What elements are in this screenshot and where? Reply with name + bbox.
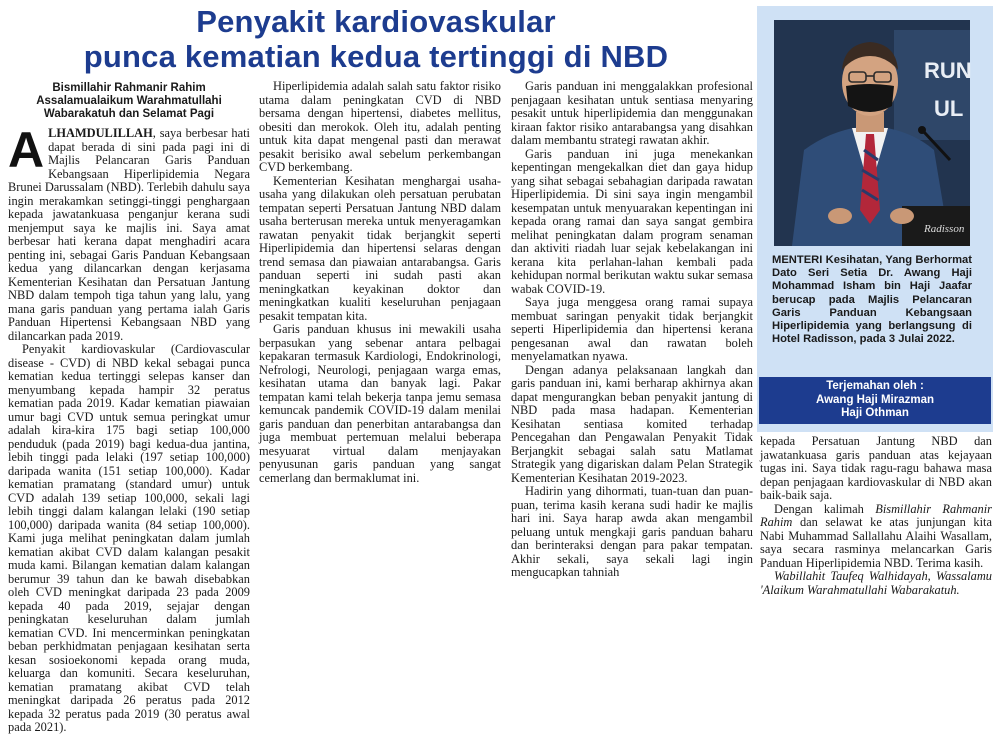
paragraph-10-end: kepada Persatuan Jantung NBD dan jawatankuasa garis panduan atas kejayaan tugas ini. Saya tidak ragu-ragu bahawa masa depan penjagaan kardiovaskular di NBD akan baik-baik saja. — [760, 434, 992, 502]
backdrop-text: RUN — [924, 58, 972, 83]
headline — [0, 4, 752, 74]
paragraph-11-pre: Dengan kalimah — [774, 501, 876, 516]
paragraph-1-text: , saya berbesar hati dapat berada di sini pada pagi ini di Majlis Pelancaran Garis Panduan Kebangsaan Hiperlipidemia Negara Brunei Darussalam (NBD). Terlebih dahulu saya ingin merakamkan setinggi-tinggi penghargaan kepada jawatankuasa penganjur kerana sudi menjemput saya ke majlis ini. Saya amat berbesar hati kerana dapat menghadiri acara penting ini, sebagai Garis Panduan Kebangsaan kedua yang dilancarkan dengan kerjasama Kementerian Kesihatan dan Persatuan Jantung NBD dalam tempoh tiga tahun yang lalu, yang mana garis panduan yang pertama ialah Garis Panduan Hipertensi Kebangsaan NBD yang dilancarkan pada 2019. — [8, 126, 250, 343]
closing-salutation: Wabillahit Taufeq Walhidayah, Wassalamu 'Alaikum Warahmatullahi Wabarakatuh. — [760, 569, 992, 597]
paragraph-11 — [760, 503, 992, 571]
minister-photo — [774, 20, 970, 246]
paragraph-7: Garis panduan ini juga menekankan kepentingan mengekalkan diet dan gaya hidup yang sihat sebagai sebahagian daripada rawatan Hiperlipidemia. Di sini saya ingin mengambil kesempatan untuk menyuarakan kepentingan ini kepada orang ramai dan saya sangat gembira melihat peningkatan dalam program senaman dan aktiviti riadah luar sejak kebelakangan ini kerana kita perlahan-lahan kembali pada kehidupan normal berikutan waktu sukar semasa wabak COVID-19. — [511, 146, 753, 296]
paragraph-5: Garis panduan khusus ini mewakili usaha berpasukan yang sebenar antara pelbagai kepakaran termasuk Kardiologi, Endokrinologi, Nefrologi, Neurologi, penjagaan warga emas, kesihatan utama dan banyak lagi. Pakar tempatan kami telah bekerja tanpa jemu semasa kemuncak pandemik COVID-19 dalam menilai garis panduan dan penerbitan antarabangsa dan juga membuat pertemuan melalui beberapa mesyuarat virtual dalam menjayakan penyusunan garis panduan yang sangat cemerlang dan bermaklumat ini. — [259, 322, 501, 485]
paragraph-6: Garis panduan ini menggalakkan profesional penjagaan kesihatan untuk sentiasa menyaring pesakit untuk hiperlipidemia dan menggunakan kiraan faktor risiko antarabangsa yang disahkan dalam membantu strategi rawatan akhir. — [511, 79, 753, 147]
paragraph-1 — [8, 122, 250, 343]
greeting-line-1: Bismillahir Rahmanir Rahim — [52, 82, 206, 94]
minister-photo-illustration — [774, 20, 970, 246]
paragraph-2: Penyakit kardiovaskular (Cardiovascular disease - CVD) di NBD kekal sebagai punca kematian kedua tertinggi selepas kanser dan menyumbang kepada hampir 32 peratus kematian pada 2019. Kadar kematian piawaian umur bagi CVD untuk semua peringkat umur adalah kira-kira 175 bagi setiap 100,000 penduduk (pada 2019) bagi kedua-dua jantina, lebih tinggi pada lelaki (197 setiap 100,000) daripada wanita (151 setiap 100,000). Kadar kematian pramatang (standard umur) untuk CVD adalah 139 setiap 100,000, sekali lagi lebih tinggi dalam kalangan lelaki (190 setiap 100,000) daripada wanita (84 setiap 100,000). Kami juga melihat peningkatan dalam jumlah kematian akibat CVD dalam kalangan pesakit muda kami. Bilangan kematian dalam kalangan berumur 39 tahun dan ke bawah disebabkan oleh CVD meningkat daripada 23 pada 2009 kepada 40 pada 2019, sejajar dengan peningkatan keseluruhan dalam jumlah kematian CVD. Ini mencerminkan peningkatan beban perkhidmatan penjagaan kesihatan serta kesan sosioekonomi kepada orang muda, keluarga dan komuniti. Secara keseluruhan, kematian pramatang akibat CVD telah meningkat daripada 26 peratus pada 2012 kepada 32 peratus pada 2019 (30 peratus awal pada 2021). — [8, 342, 250, 734]
article-column-3 — [511, 80, 753, 606]
article-column-4 — [760, 435, 992, 605]
paragraph-11-post: dan selawat ke atas junjungan kita Nabi Muhammad Sallallahu Alaihi Wasallam, saya secara rasminya melancarkan Garis Panduan Hiperlipidemia NBD. Terima kasih. — [760, 515, 992, 570]
paragraph-9: Dengan adanya pelaksanaan langkah dan garis panduan ini, kami berharap akhirnya akan dapat mengurangkan beban penyakit jantung di NBD pada masa hadapan. Kementerian Kesihatan sentiasa komited terhadap Pencegahan dan Pengawalan Penyakit Tidak Berjangkit sebagai salah satu Matlamat Strategik yang digariskan dalam Pelan Strategik Kementerian Kesihatan 2019-2023. — [511, 362, 753, 485]
greeting-line-2: Assalamualaikum Warahmatullahi — [36, 95, 222, 107]
paragraph-8: Saya juga menggesa orang ramai supaya membuat saringan penyakit tidak berjangkit seperti Hiperlipidemia dan hipertensi kerana pengesanan awal dan rawatan boleh menyelamatkan nyawa. — [511, 295, 753, 363]
translator-name-line-2: Haji Othman — [841, 407, 909, 419]
photo-watermark: Radisson — [924, 223, 965, 235]
lead-caps: LHAMDULILLAH — [48, 126, 153, 140]
translator-name-line-1: Awang Haji Mirazman — [815, 393, 934, 406]
drop-cap: A — [8, 122, 45, 178]
article-column-1 — [8, 80, 250, 734]
article-column-2 — [259, 80, 501, 606]
photo-caption: MENTERI Kesihatan, Yang Berhormat Dato Seri Setia Dr. Awang Haji Mohammad Isham bin Haji Jaafar berucap pada Majlis Pelancaran Garis Panduan Kebangsaan Hiperlipidemia yang berlangsung di Hotel Radisson, pada 3 Julai 2022. — [772, 254, 972, 346]
backdrop-text-2: UL — [934, 96, 964, 121]
headline-line-1: Penyakit kardiovaskular — [196, 4, 556, 39]
paragraph-3: Hiperlipidemia adalah salah satu faktor risiko utama dalam peningkatan CVD di NBD bersama dengan hipertensi, diabetes mellitus, obesiti dan merokok. Oleh itu, adalah penting untuk kita dapat mengenal pasti dan merawat pesakit berisiko awal sebelum perkembangan CVD berkembang. — [259, 79, 501, 174]
translator-label: Terjemahan oleh : — [826, 380, 924, 392]
greeting-line-3: Wabarakatuh dan Selamat Pagi — [43, 108, 215, 120]
paragraph-11-italic: Bismillahir Rahmanir Rahim — [760, 501, 992, 529]
greeting — [8, 82, 250, 121]
translator-box — [759, 377, 991, 424]
paragraph-10-start: Hadirin yang dihormati, tuan-tuan dan puan-puan, terima kasih kerana sudi hadir ke majlis hari ini. Saya harap awda akan mengambil peluang untuk mengkaji garis panduan baharu dan berinteraksi dengan para pakar tempatan. Akhir sekali, saya sekali lagi ingin mengucapkan tahniah — [511, 484, 753, 579]
headline-line-2: punca kematian kedua tertinggi di NBD — [83, 39, 669, 74]
paragraph-4: Kementerian Kesihatan menghargai usaha-usaha yang dilakukan oleh persatuan perubatan tempatan seperti Persatuan Jantung NBD dalam usaha berterusan mereka untuk menyeragamkan rawatan penyakit tidak berjangkit seperti Hiperlipidemia dan hipertensi selaras dengan trend semasa dan piawaian antarabangsa. Garis panduan seperti ini sudah pasti akan meningkatkan keyakinan doktor dan meningkatkan kualiti keseluruhan penjagaan pesakit tempatan kita. — [259, 173, 501, 323]
